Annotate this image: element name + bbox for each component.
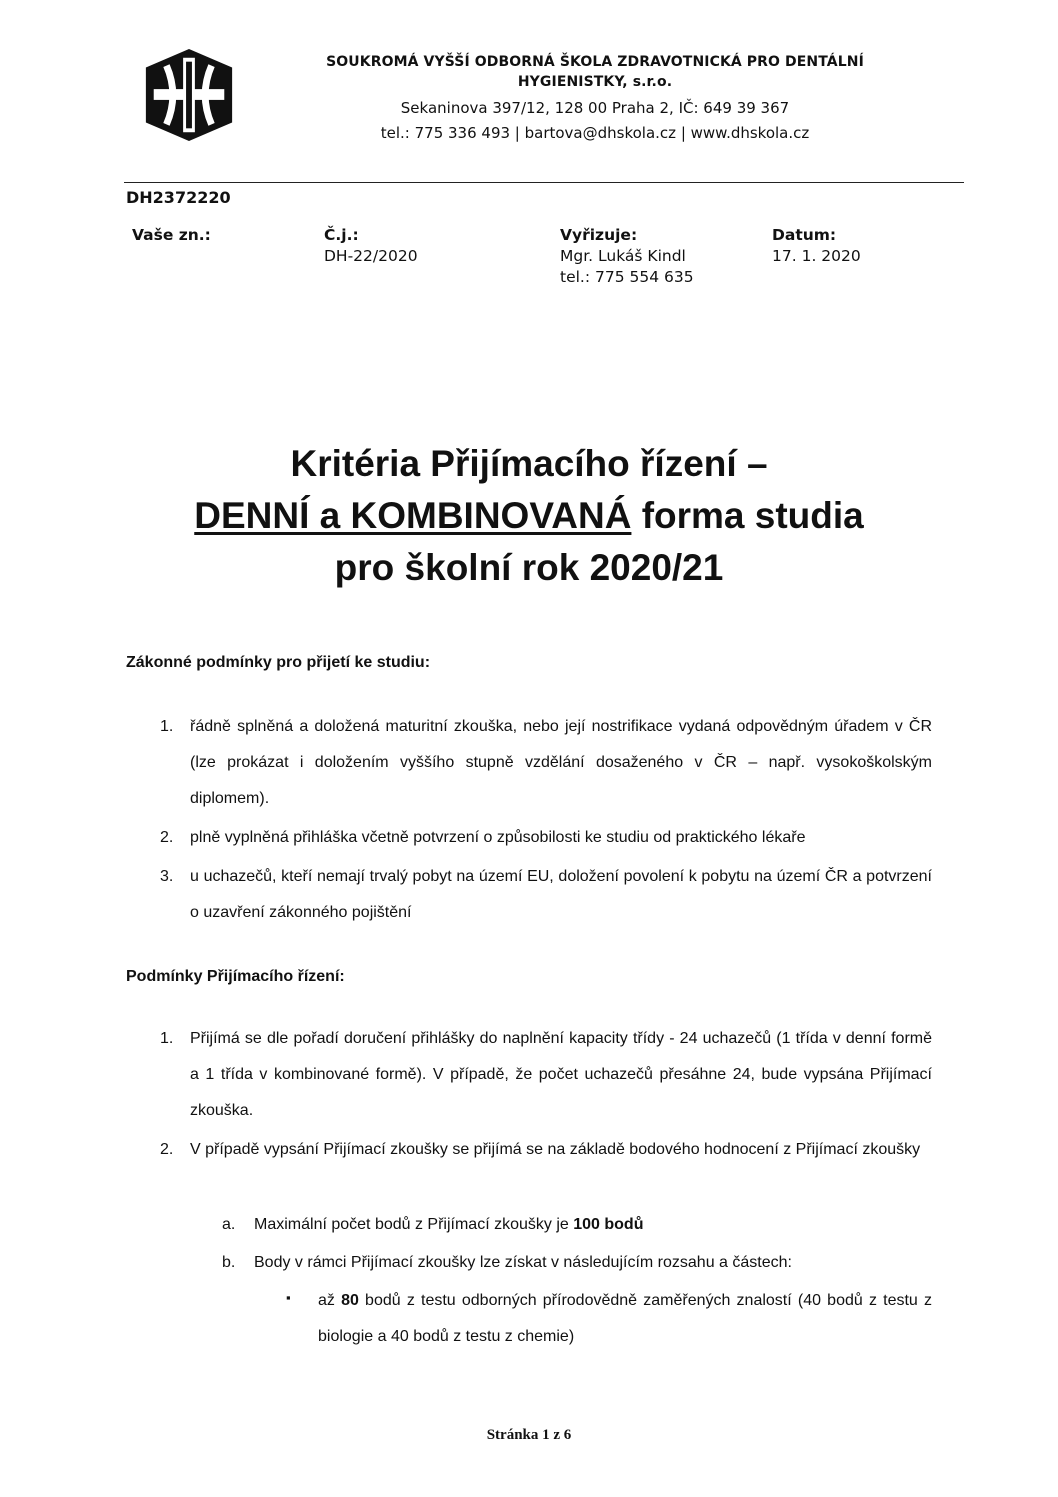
bullet-points: 80 <box>341 1292 359 1309</box>
cj-label: Č.j.: <box>324 226 359 244</box>
max-points: 100 bodů <box>573 1216 644 1233</box>
list-number: 1. <box>160 718 174 735</box>
school-name-line-1: SOUKROMÁ VYŠŠÍ ODBORNÁ ŠKOLA ZDRAVOTNICKÁ PRO DENTÁLNÍ <box>326 54 864 70</box>
school-contact: tel.: 775 336 493 | bartova@dhskola.cz | www.dhskola.cz <box>380 124 810 142</box>
sublist-letter: a. <box>222 1216 236 1233</box>
title-line-2 <box>100 490 958 542</box>
sublist-item: Body v rámci Přijímací zkoušky lze získat v následujícím rozsahu a částech: <box>254 1254 792 1271</box>
letterhead <box>250 52 940 146</box>
title-underlined: DENNÍ a KOMBINOVANÁ <box>194 495 632 536</box>
vyrizuje-name: Mgr. Lukáš Kindl <box>560 247 686 265</box>
list-item: řádně splněná a doložená maturitní zkouška, nebo její nostrifikace vydaná odpovědným úřadem v ČR (lze prokázat i doložením vyššího stupně vzdělání dosaženého v ČR – např. vysokoškolským diplomem). <box>190 718 932 807</box>
vase-zn-label: Vaše zn.: <box>132 226 211 244</box>
bullet-item <box>318 1283 932 1355</box>
meta-vyrizuje <box>560 225 694 288</box>
meta-vase-zn <box>132 225 211 246</box>
school-name-line-2: HYGIENISTKY, s.r.o. <box>517 74 673 90</box>
title-line-3: pro školní rok 2020/21 <box>334 547 724 588</box>
vyrizuje-label: Vyřizuje: <box>560 226 638 244</box>
square-bullet-icon: ▪ <box>286 1290 291 1305</box>
list-item: V případě vypsání Přijímací zkoušky se přijímá se na základě bodového hodnocení z Přijímací zkoušky <box>190 1141 921 1158</box>
page-number: Stránka 1 z 6 <box>486 1427 572 1443</box>
list-number: 1. <box>160 1030 174 1047</box>
sublist-letter: b. <box>222 1254 236 1271</box>
cj-value: DH-22/2020 <box>324 247 418 265</box>
list-item: u uchazečů, kteří nemají trvalý pobyt na území EU, doložení povolení k pobytu na území ČR a potvrzení o uzavření zákonného pojištění <box>190 868 932 921</box>
meta-cj <box>324 225 418 267</box>
datum-value: 17. 1. 2020 <box>772 247 861 265</box>
vyrizuje-tel: tel.: 775 554 635 <box>560 268 694 286</box>
sublist-item <box>254 1207 934 1243</box>
school-logo-icon <box>140 46 238 144</box>
school-address: Sekaninova 397/12, 128 00 Praha 2, IČ: 649 39 367 <box>400 99 790 117</box>
bullet-text-after: bodů z testu odborných přírodovědně zaměřených znalostí (40 bodů z testu z biologie a 40 bodů z testu z chemie) <box>318 1292 933 1345</box>
list-item: Přijímá se dle pořadí doručení přihlášky do naplnění kapacity třídy - 24 uchazečů (1 třída v denní formě a 1 třída v kombinované formě). V případě, že počet uchazečů přesáhne 24, bude vypsána Přijímací zkouška. <box>190 1030 932 1119</box>
section-admission-heading: Podmínky Přijímacího řízení: <box>126 968 345 985</box>
list-number: 2. <box>160 1141 174 1158</box>
list-number: 3. <box>160 868 174 885</box>
datum-label: Datum: <box>772 226 837 244</box>
page-title <box>100 438 958 594</box>
title-line-2-rest: forma studia <box>631 495 864 536</box>
title-line-1: Kritéria Přijímacího řízení – <box>290 443 768 484</box>
header-divider <box>124 182 964 183</box>
document-id: DH2372220 <box>126 188 231 207</box>
meta-datum <box>772 225 861 267</box>
bullet-text-before: až <box>318 1292 342 1309</box>
list-item: plně vyplněná přihláška včetně potvrzení o způsobilosti ke studiu od praktického lékaře <box>190 829 806 846</box>
list-number: 2. <box>160 829 174 846</box>
section-legal-heading: Zákonné podmínky pro přijetí ke studiu: <box>126 654 431 671</box>
sublist-item-text: Maximální počet bodů z Přijímací zkoušky je <box>254 1216 574 1233</box>
